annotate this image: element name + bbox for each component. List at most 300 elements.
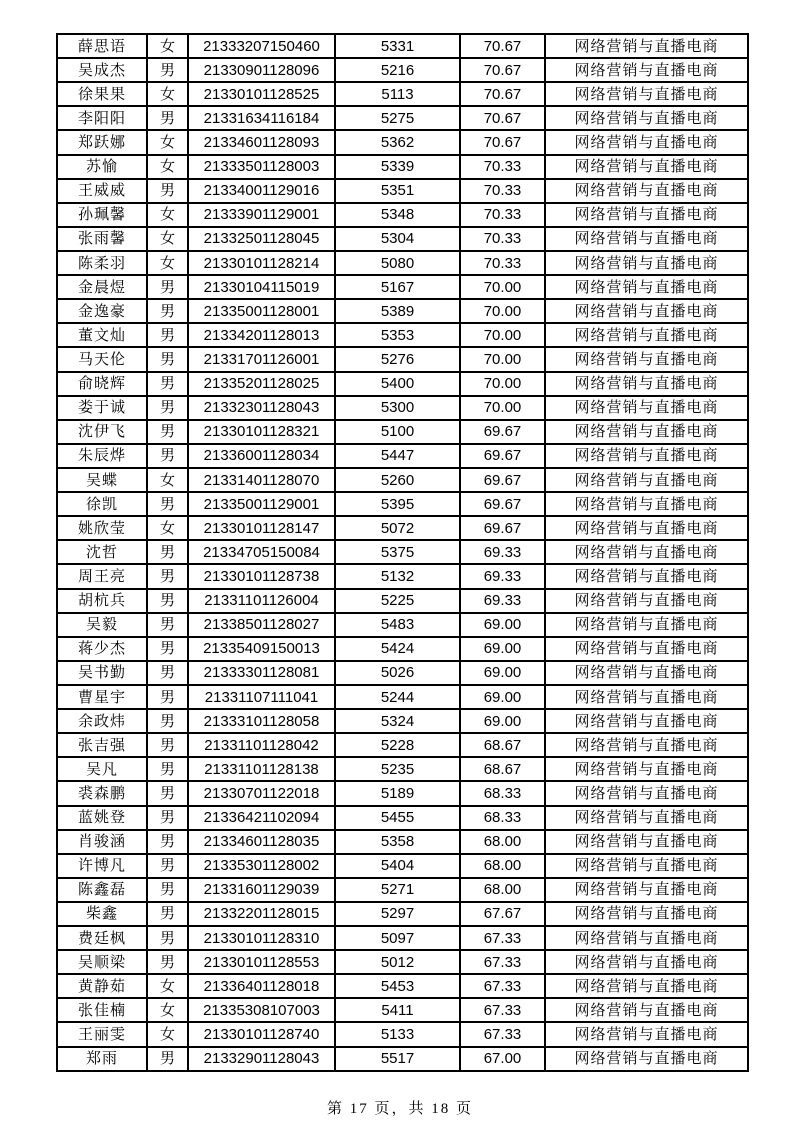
cell-name: 姚欣莹	[57, 516, 147, 540]
cell-id: 21332901128043	[188, 1047, 335, 1071]
cell-score: 68.33	[460, 806, 545, 830]
cell-code: 5389	[335, 299, 460, 323]
table-row	[57, 372, 748, 396]
cell-gender: 女	[147, 468, 188, 492]
cell-major: 网络营销与直播电商	[545, 468, 748, 492]
cell-major: 网络营销与直播电商	[545, 998, 748, 1022]
table-row	[57, 902, 748, 926]
cell-name: 李阳阳	[57, 106, 147, 130]
cell-gender: 男	[147, 106, 188, 130]
page-number-footer: 第 17 页，共 18 页	[326, 1101, 473, 1117]
cell-score: 70.67	[460, 34, 545, 58]
table-body	[57, 34, 748, 1071]
cell-id: 21330701122018	[188, 781, 335, 805]
cell-id: 21335301128002	[188, 854, 335, 878]
cell-score: 69.33	[460, 589, 545, 613]
cell-id: 21338501128027	[188, 613, 335, 637]
cell-score: 68.67	[460, 733, 545, 757]
cell-id: 21330101128553	[188, 950, 335, 974]
cell-gender: 男	[147, 58, 188, 82]
cell-id: 21333101128058	[188, 709, 335, 733]
cell-major: 网络营销与直播电商	[545, 950, 748, 974]
table-row	[57, 854, 748, 878]
cell-name: 朱辰烨	[57, 444, 147, 468]
table-row	[57, 709, 748, 733]
cell-gender: 男	[147, 396, 188, 420]
cell-score: 69.33	[460, 540, 545, 564]
cell-code: 5339	[335, 155, 460, 179]
cell-score: 67.33	[460, 998, 545, 1022]
cell-score: 70.00	[460, 372, 545, 396]
cell-major: 网络营销与直播电商	[545, 34, 748, 58]
cell-id: 21331107111041	[188, 685, 335, 709]
cell-score: 70.67	[460, 82, 545, 106]
cell-code: 5026	[335, 661, 460, 685]
table-row	[57, 34, 748, 58]
cell-code: 5517	[335, 1047, 460, 1071]
cell-gender: 女	[147, 974, 188, 998]
cell-major: 网络营销与直播电商	[545, 516, 748, 540]
cell-major: 网络营销与直播电商	[545, 82, 748, 106]
cell-gender: 女	[147, 1022, 188, 1046]
table-row	[57, 299, 748, 323]
cell-code: 5348	[335, 203, 460, 227]
cell-gender: 女	[147, 227, 188, 251]
cell-score: 67.67	[460, 902, 545, 926]
cell-gender: 女	[147, 998, 188, 1022]
cell-id: 21331101128138	[188, 757, 335, 781]
cell-gender: 女	[147, 251, 188, 275]
table-row	[57, 637, 748, 661]
cell-name: 蒋少杰	[57, 637, 147, 661]
cell-gender: 男	[147, 685, 188, 709]
cell-score: 69.67	[460, 516, 545, 540]
cell-name: 曹星宇	[57, 685, 147, 709]
cell-gender: 男	[147, 613, 188, 637]
cell-code: 5395	[335, 492, 460, 516]
cell-name: 许博凡	[57, 854, 147, 878]
cell-gender: 男	[147, 347, 188, 371]
cell-score: 67.33	[460, 926, 545, 950]
table-row	[57, 878, 748, 902]
cell-code: 5100	[335, 420, 460, 444]
cell-name: 余政炜	[57, 709, 147, 733]
cell-id: 21332301128043	[188, 396, 335, 420]
cell-major: 网络营销与直播电商	[545, 1022, 748, 1046]
table-row	[57, 492, 748, 516]
cell-score: 67.00	[460, 1047, 545, 1071]
cell-id: 21334001129016	[188, 179, 335, 203]
cell-name: 裘森鹏	[57, 781, 147, 805]
cell-code: 5216	[335, 58, 460, 82]
cell-score: 68.67	[460, 757, 545, 781]
cell-major: 网络营销与直播电商	[545, 661, 748, 685]
cell-major: 网络营销与直播电商	[545, 902, 748, 926]
table-row	[57, 950, 748, 974]
cell-id: 21336401128018	[188, 974, 335, 998]
cell-major: 网络营销与直播电商	[545, 733, 748, 757]
cell-score: 68.00	[460, 830, 545, 854]
cell-id: 21333901129001	[188, 203, 335, 227]
cell-name: 吴顺梁	[57, 950, 147, 974]
cell-score: 69.00	[460, 613, 545, 637]
cell-id: 21334601128093	[188, 130, 335, 154]
cell-code: 5167	[335, 275, 460, 299]
cell-code: 5411	[335, 998, 460, 1022]
cell-major: 网络营销与直播电商	[545, 106, 748, 130]
cell-gender: 女	[147, 34, 188, 58]
cell-major: 网络营销与直播电商	[545, 251, 748, 275]
cell-id: 21334601128035	[188, 830, 335, 854]
cell-id: 21331401128070	[188, 468, 335, 492]
cell-id: 21333301128081	[188, 661, 335, 685]
cell-name: 张雨馨	[57, 227, 147, 251]
cell-major: 网络营销与直播电商	[545, 781, 748, 805]
cell-code: 5353	[335, 323, 460, 347]
cell-gender: 男	[147, 806, 188, 830]
cell-code: 5424	[335, 637, 460, 661]
cell-major: 网络营销与直播电商	[545, 155, 748, 179]
cell-id: 21333207150460	[188, 34, 335, 58]
table-row	[57, 806, 748, 830]
cell-code: 5228	[335, 733, 460, 757]
cell-name: 沈哲	[57, 540, 147, 564]
cell-id: 21335409150013	[188, 637, 335, 661]
cell-code: 5324	[335, 709, 460, 733]
cell-score: 70.00	[460, 396, 545, 420]
cell-major: 网络营销与直播电商	[545, 540, 748, 564]
cell-score: 70.67	[460, 106, 545, 130]
cell-gender: 男	[147, 589, 188, 613]
cell-score: 69.67	[460, 468, 545, 492]
table-row	[57, 58, 748, 82]
cell-major: 网络营销与直播电商	[545, 203, 748, 227]
cell-score: 69.00	[460, 709, 545, 733]
cell-code: 5235	[335, 757, 460, 781]
cell-major: 网络营销与直播电商	[545, 926, 748, 950]
table-row	[57, 347, 748, 371]
cell-code: 5304	[335, 227, 460, 251]
cell-score: 69.67	[460, 444, 545, 468]
table-row	[57, 468, 748, 492]
cell-name: 金逸豪	[57, 299, 147, 323]
cell-name: 陈鑫磊	[57, 878, 147, 902]
cell-code: 5133	[335, 1022, 460, 1046]
cell-major: 网络营销与直播电商	[545, 347, 748, 371]
cell-code: 5260	[335, 468, 460, 492]
table-row	[57, 227, 748, 251]
cell-score: 68.00	[460, 854, 545, 878]
cell-name: 薛思语	[57, 34, 147, 58]
table-row	[57, 926, 748, 950]
table-row	[57, 564, 748, 588]
table-row	[57, 444, 748, 468]
cell-major: 网络营销与直播电商	[545, 420, 748, 444]
cell-gender: 男	[147, 902, 188, 926]
cell-id: 21331601129039	[188, 878, 335, 902]
cell-major: 网络营销与直播电商	[545, 130, 748, 154]
cell-name: 张佳楠	[57, 998, 147, 1022]
cell-name: 孙珮馨	[57, 203, 147, 227]
cell-gender: 男	[147, 950, 188, 974]
table-row	[57, 540, 748, 564]
cell-name: 王丽雯	[57, 1022, 147, 1046]
table-row	[57, 420, 748, 444]
cell-gender: 男	[147, 661, 188, 685]
cell-gender: 男	[147, 1047, 188, 1071]
cell-code: 5225	[335, 589, 460, 613]
cell-major: 网络营销与直播电商	[545, 806, 748, 830]
cell-gender: 男	[147, 878, 188, 902]
cell-id: 21332201128015	[188, 902, 335, 926]
cell-score: 70.33	[460, 227, 545, 251]
cell-id: 21336001128034	[188, 444, 335, 468]
cell-gender: 男	[147, 275, 188, 299]
cell-score: 69.67	[460, 492, 545, 516]
table-row	[57, 613, 748, 637]
cell-code: 5271	[335, 878, 460, 902]
table-row	[57, 1022, 748, 1046]
cell-gender: 男	[147, 854, 188, 878]
cell-score: 69.00	[460, 685, 545, 709]
cell-name: 柴鑫	[57, 902, 147, 926]
cell-major: 网络营销与直播电商	[545, 709, 748, 733]
cell-name: 陈柔羽	[57, 251, 147, 275]
table-row	[57, 974, 748, 998]
table-row	[57, 275, 748, 299]
cell-id: 21331101128042	[188, 733, 335, 757]
cell-id: 21331101126004	[188, 589, 335, 613]
cell-major: 网络营销与直播电商	[545, 299, 748, 323]
cell-gender: 男	[147, 179, 188, 203]
cell-gender: 男	[147, 444, 188, 468]
cell-major: 网络营销与直播电商	[545, 878, 748, 902]
cell-name: 郑跃娜	[57, 130, 147, 154]
cell-score: 70.67	[460, 130, 545, 154]
cell-gender: 女	[147, 82, 188, 106]
cell-name: 蓝姚登	[57, 806, 147, 830]
cell-score: 70.00	[460, 347, 545, 371]
table-row	[57, 130, 748, 154]
table-row	[57, 203, 748, 227]
cell-name: 娄于诚	[57, 396, 147, 420]
cell-id: 21331634116184	[188, 106, 335, 130]
cell-name: 周王亮	[57, 564, 147, 588]
cell-gender: 男	[147, 926, 188, 950]
cell-name: 董文灿	[57, 323, 147, 347]
cell-gender: 女	[147, 203, 188, 227]
cell-id: 21335001128001	[188, 299, 335, 323]
cell-name: 徐凯	[57, 492, 147, 516]
cell-major: 网络营销与直播电商	[545, 1047, 748, 1071]
cell-major: 网络营销与直播电商	[545, 974, 748, 998]
table-row	[57, 1047, 748, 1071]
table-row	[57, 733, 748, 757]
cell-code: 5453	[335, 974, 460, 998]
cell-id: 21335001129001	[188, 492, 335, 516]
cell-name: 张吉强	[57, 733, 147, 757]
cell-code: 5351	[335, 179, 460, 203]
cell-gender: 男	[147, 733, 188, 757]
cell-name: 王威威	[57, 179, 147, 203]
cell-id: 21330101128310	[188, 926, 335, 950]
cell-score: 67.33	[460, 1022, 545, 1046]
cell-gender: 女	[147, 516, 188, 540]
cell-score: 70.33	[460, 251, 545, 275]
cell-id: 21330104115019	[188, 275, 335, 299]
cell-id: 21334705150084	[188, 540, 335, 564]
cell-code: 5189	[335, 781, 460, 805]
cell-gender: 男	[147, 323, 188, 347]
table-row	[57, 106, 748, 130]
cell-name: 沈伊飞	[57, 420, 147, 444]
cell-code: 5331	[335, 34, 460, 58]
cell-gender: 女	[147, 130, 188, 154]
cell-id: 21330101128525	[188, 82, 335, 106]
cell-name: 吴书勤	[57, 661, 147, 685]
table-row	[57, 757, 748, 781]
cell-id: 21335201128025	[188, 372, 335, 396]
cell-score: 68.00	[460, 878, 545, 902]
table-row	[57, 179, 748, 203]
cell-code: 5132	[335, 564, 460, 588]
cell-major: 网络营销与直播电商	[545, 637, 748, 661]
cell-score: 69.00	[460, 637, 545, 661]
cell-id: 21333501128003	[188, 155, 335, 179]
table-row	[57, 155, 748, 179]
cell-code: 5447	[335, 444, 460, 468]
cell-score: 70.67	[460, 58, 545, 82]
cell-gender: 男	[147, 540, 188, 564]
cell-gender: 男	[147, 420, 188, 444]
cell-major: 网络营销与直播电商	[545, 323, 748, 347]
cell-major: 网络营销与直播电商	[545, 396, 748, 420]
cell-major: 网络营销与直播电商	[545, 757, 748, 781]
cell-code: 5400	[335, 372, 460, 396]
cell-gender: 男	[147, 372, 188, 396]
cell-name: 吴成杰	[57, 58, 147, 82]
cell-id: 21336421102094	[188, 806, 335, 830]
cell-name: 吴毅	[57, 613, 147, 637]
cell-major: 网络营销与直播电商	[545, 58, 748, 82]
cell-gender: 男	[147, 781, 188, 805]
cell-id: 21331701126001	[188, 347, 335, 371]
cell-id: 21335308107003	[188, 998, 335, 1022]
cell-name: 苏愉	[57, 155, 147, 179]
cell-major: 网络营销与直播电商	[545, 613, 748, 637]
cell-score: 68.33	[460, 781, 545, 805]
cell-code: 5012	[335, 950, 460, 974]
cell-code: 5275	[335, 106, 460, 130]
cell-code: 5297	[335, 902, 460, 926]
table-row	[57, 82, 748, 106]
cell-id: 21330101128214	[188, 251, 335, 275]
cell-gender: 男	[147, 637, 188, 661]
cell-gender: 男	[147, 299, 188, 323]
cell-id: 21330901128096	[188, 58, 335, 82]
cell-code: 5358	[335, 830, 460, 854]
cell-name: 郑雨	[57, 1047, 147, 1071]
cell-name: 吴蝶	[57, 468, 147, 492]
table-row	[57, 396, 748, 420]
cell-major: 网络营销与直播电商	[545, 444, 748, 468]
cell-id: 21330101128740	[188, 1022, 335, 1046]
cell-code: 5072	[335, 516, 460, 540]
cell-major: 网络营销与直播电商	[545, 179, 748, 203]
cell-gender: 男	[147, 709, 188, 733]
cell-score: 70.00	[460, 275, 545, 299]
cell-score: 69.00	[460, 661, 545, 685]
cell-major: 网络营销与直播电商	[545, 227, 748, 251]
cell-score: 70.00	[460, 299, 545, 323]
cell-gender: 男	[147, 757, 188, 781]
cell-score: 69.33	[460, 564, 545, 588]
cell-name: 胡杭兵	[57, 589, 147, 613]
cell-code: 5113	[335, 82, 460, 106]
cell-gender: 男	[147, 492, 188, 516]
cell-code: 5097	[335, 926, 460, 950]
table-row	[57, 589, 748, 613]
cell-gender: 男	[147, 830, 188, 854]
cell-id: 21334201128013	[188, 323, 335, 347]
cell-id: 21330101128738	[188, 564, 335, 588]
table-row	[57, 830, 748, 854]
table-row	[57, 516, 748, 540]
cell-score: 70.33	[460, 155, 545, 179]
cell-name: 黄静茹	[57, 974, 147, 998]
cell-major: 网络营销与直播电商	[545, 372, 748, 396]
cell-score: 67.33	[460, 950, 545, 974]
cell-code: 5244	[335, 685, 460, 709]
cell-code: 5455	[335, 806, 460, 830]
cell-id: 21332501128045	[188, 227, 335, 251]
cell-name: 马天伦	[57, 347, 147, 371]
cell-major: 网络营销与直播电商	[545, 830, 748, 854]
table-row	[57, 781, 748, 805]
cell-name: 费廷枫	[57, 926, 147, 950]
cell-major: 网络营销与直播电商	[545, 589, 748, 613]
cell-major: 网络营销与直播电商	[545, 854, 748, 878]
cell-major: 网络营销与直播电商	[545, 685, 748, 709]
cell-code: 5483	[335, 613, 460, 637]
cell-code: 5404	[335, 854, 460, 878]
cell-code: 5375	[335, 540, 460, 564]
cell-code: 5362	[335, 130, 460, 154]
cell-name: 吴凡	[57, 757, 147, 781]
table-row	[57, 685, 748, 709]
cell-gender: 女	[147, 155, 188, 179]
cell-major: 网络营销与直播电商	[545, 564, 748, 588]
cell-score: 70.33	[460, 203, 545, 227]
cell-score: 70.00	[460, 323, 545, 347]
table-row	[57, 998, 748, 1022]
cell-name: 俞晓辉	[57, 372, 147, 396]
table-row	[57, 661, 748, 685]
cell-major: 网络营销与直播电商	[545, 275, 748, 299]
cell-name: 金晨煜	[57, 275, 147, 299]
cell-score: 67.33	[460, 974, 545, 998]
cell-code: 5276	[335, 347, 460, 371]
cell-name: 徐果果	[57, 82, 147, 106]
table-row	[57, 251, 748, 275]
cell-id: 21330101128321	[188, 420, 335, 444]
student-score-table	[56, 33, 749, 1072]
table-row	[57, 323, 748, 347]
cell-score: 70.33	[460, 179, 545, 203]
cell-name: 肖骏涵	[57, 830, 147, 854]
cell-major: 网络营销与直播电商	[545, 492, 748, 516]
cell-gender: 男	[147, 564, 188, 588]
